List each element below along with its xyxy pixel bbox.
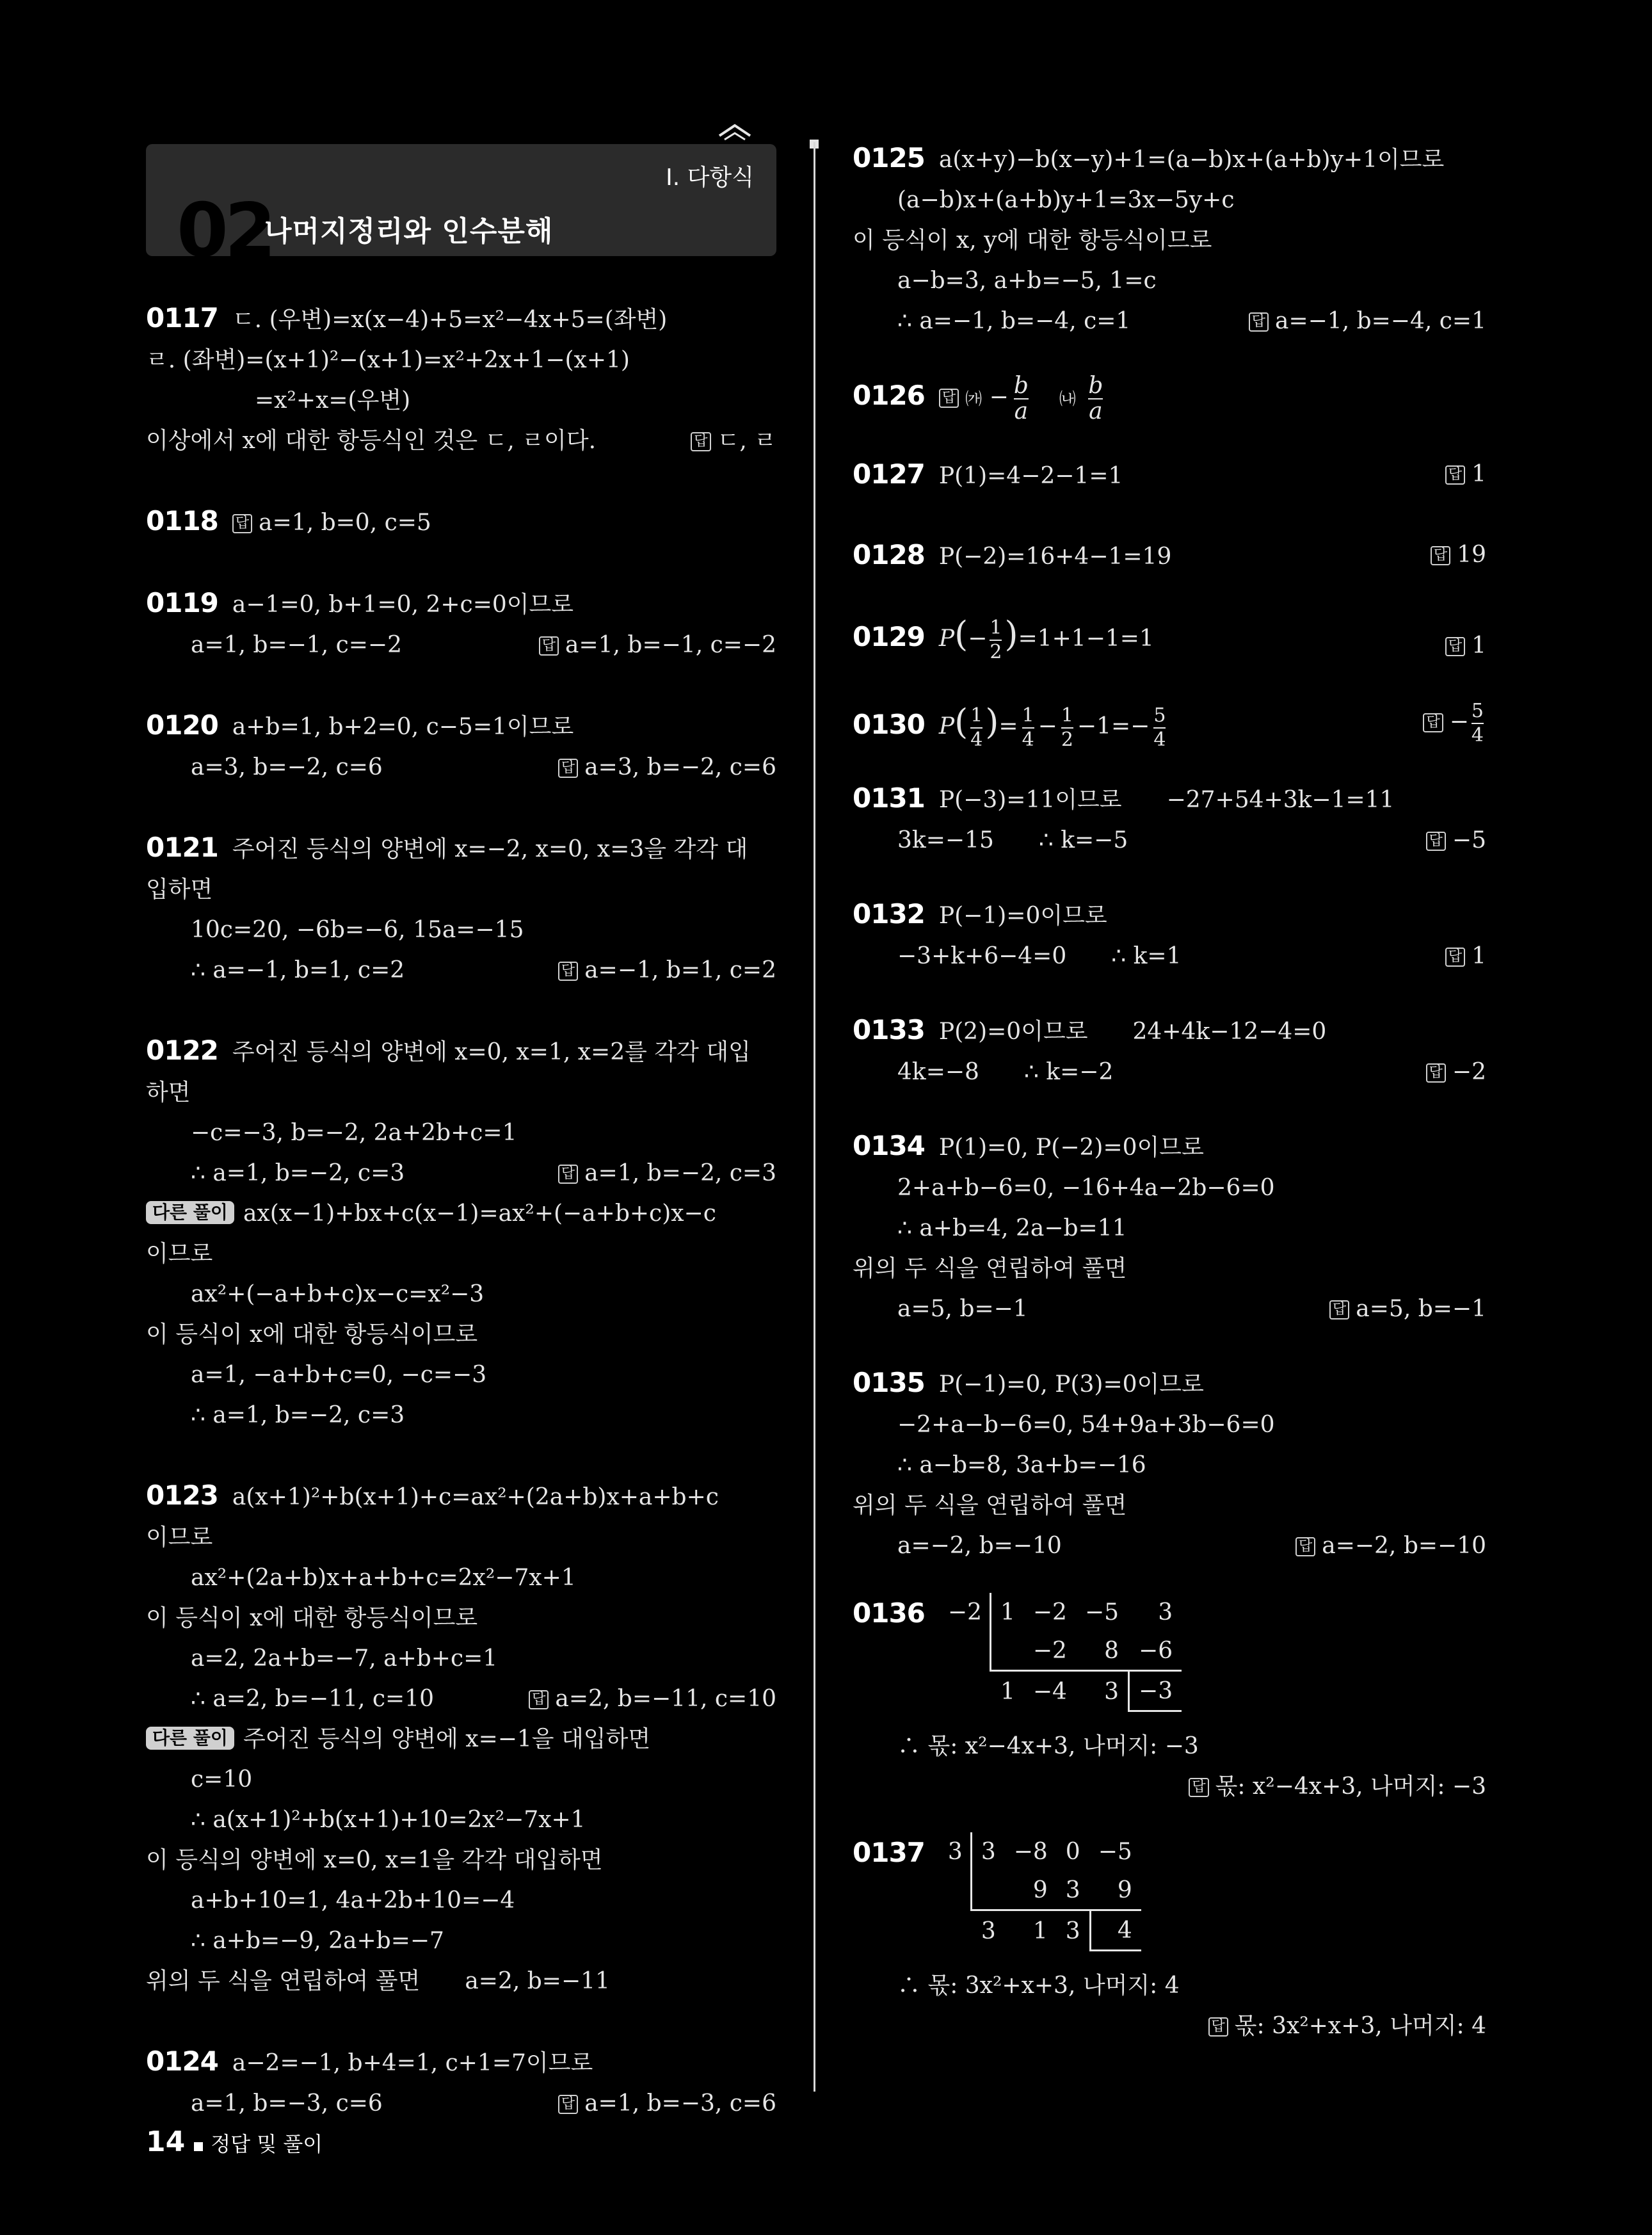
problem-number: 0133: [853, 1014, 925, 1045]
problem-number: 0136: [853, 1597, 925, 1629]
problem-number: 0126: [853, 380, 925, 411]
solution-line: 위의 두 식을 연립하여 풀면: [853, 1255, 1127, 1282]
answer-icon: 답: [1426, 832, 1446, 851]
solution-line: ax²+(−a+b+c)x−c=x²−3: [191, 1281, 485, 1307]
problem-0133: [853, 1010, 1486, 1092]
solution-line: ax²+(2a+b)x+a+b+c=2x²−7x+1: [191, 1565, 576, 1591]
solution-line: 위의 두 식을 연립하여 풀면: [146, 1968, 421, 1994]
answer-icon: 답: [539, 636, 559, 656]
answer: 답 a=2, b=−11, c=10: [529, 1679, 776, 1719]
solution-line: 이 등식이 x에 대한 항등식이므로: [146, 1605, 478, 1631]
solution-line: P(1)=4−2−1=1: [938, 463, 1123, 489]
solution-line: ∴ a=1, b=−2, c=3: [191, 1160, 405, 1186]
solution-line: a(x+1)²+b(x+1)+c=ax²+(2a+b)x+a+b+c: [232, 1484, 719, 1510]
problem-number: 0127: [853, 458, 925, 490]
solution-line: a=1, −a+b+c=0, −c=−3: [191, 1362, 487, 1388]
solution-line: P(1)=0, P(−2)=0이므로: [938, 1134, 1204, 1161]
problem-number: 0135: [853, 1367, 925, 1398]
divisor: −2: [947, 1599, 982, 1626]
problem-0121: [146, 827, 776, 990]
problem-number: 0120: [146, 709, 218, 741]
answer: 답 −2: [1426, 1052, 1486, 1092]
solution-line: 이므로: [146, 1524, 213, 1551]
problem-0134: [853, 1126, 1486, 1329]
solution-line: 2+a+b−6=0, −16+4a−2b−6=0: [897, 1175, 1275, 1201]
solution-line: c=10: [191, 1766, 253, 1793]
solution-line: ∴ a+b=−9, 2a+b=−7: [191, 1928, 444, 1954]
solution-line: ∴ a(x+1)²+b(x+1)+10=2x²−7x+1: [191, 1807, 586, 1833]
answer: 답 1: [1445, 614, 1486, 678]
left-column: [146, 298, 776, 2124]
solution-line: a=5, b=−1: [897, 1296, 1028, 1322]
chapter-title: 나머지정리와 인수분해: [264, 215, 554, 248]
problem-0132: [853, 894, 1486, 976]
problem-number: 0124: [146, 2045, 218, 2077]
answer: 답 1: [1445, 936, 1486, 976]
answer: a=1, b=0, c=5: [259, 510, 431, 536]
solution-line: 10c=20, −6b=−6, 15a=−15: [191, 917, 524, 943]
answer: 답 ㄷ, ㄹ: [691, 421, 776, 461]
chevron-up-icon: [717, 122, 753, 141]
solution-line: ∴ a=−1, b=1, c=2: [191, 957, 405, 983]
solution-line: 4k=−8: [897, 1059, 979, 1085]
answer: 답 a=5, b=−1: [1329, 1289, 1486, 1329]
answer-icon: 답: [1208, 2017, 1228, 2037]
solution-line: ∴ 몫: x²−4x+3, 나머지: −3: [897, 1733, 1199, 1759]
solution-line: a−1=0, b+1=0, 2+c=0이므로: [232, 592, 574, 618]
problem-0128: [853, 535, 1486, 577]
solution-line: a−2=−1, b+4=1, c+1=7이므로: [232, 2050, 593, 2076]
problem-0137: [853, 1832, 1486, 2046]
answer: 답 a=3, b=−2, c=6: [558, 747, 776, 787]
solution-line: 3k=−15: [897, 827, 994, 853]
answer: 답 19: [1431, 535, 1486, 575]
alt-solution-badge: 다른 풀이: [146, 1201, 234, 1224]
answer-icon: 답: [1329, 1300, 1349, 1319]
chapter-header: [146, 144, 776, 274]
problem-0117: [146, 298, 776, 461]
problem-0131: [853, 778, 1486, 860]
solution-line: ∴ a=−1, b=−4, c=1: [897, 308, 1131, 334]
answer: 답 a=1, b=−1, c=−2: [539, 625, 776, 665]
solution-line: ㄹ. (좌변)=(x+1)²−(x+1)=x²+2x+1−(x+1): [146, 347, 630, 373]
answer-icon: 답: [558, 759, 578, 778]
problem-0120: [146, 705, 776, 787]
solution-line: ∴ a−b=8, 3a+b=−16: [897, 1452, 1146, 1478]
problem-number: 0130: [853, 709, 925, 740]
solution-line: (a−b)x+(a+b)y+1=3x−5y+c: [897, 187, 1235, 213]
answer-icon: 답: [558, 1165, 578, 1184]
solution-line: ∴ 몫: 3x²+x+3, 나머지: 4: [897, 1973, 1180, 1999]
answer-icon: 답: [1445, 948, 1465, 967]
blank-label: ㈏: [1059, 390, 1076, 409]
solution-line: a−b=3, a+b=−5, 1=c: [897, 268, 1157, 294]
answer-icon: 답: [1426, 1063, 1446, 1083]
solution-line: ∴ k=1: [1111, 943, 1182, 969]
problem-number: 0119: [146, 587, 218, 618]
answer: 답 a=−2, b=−10: [1295, 1526, 1486, 1566]
answer: 답 1: [1445, 454, 1486, 494]
solution-line: ∴ k=−2: [1023, 1059, 1114, 1085]
answer: 답 a=−1, b=1, c=2: [558, 950, 776, 990]
problem-number: 0123: [146, 1480, 218, 1511]
answer-icon: 답: [232, 514, 252, 533]
solution-line: −c=−3, b=−2, 2a+2b+c=1: [191, 1120, 517, 1146]
answer-icon: 답: [1295, 1537, 1315, 1556]
solution-line: 위의 두 식을 연립하여 풀면: [853, 1492, 1127, 1519]
solution-line: P(−2)=16+4−1=19: [938, 544, 1172, 570]
solution-line: a+b+10=1, 4a+2b+10=−4: [191, 1887, 515, 1914]
solution-line: −3+k+6−4=0: [897, 943, 1067, 969]
problem-number: 0134: [853, 1130, 925, 1161]
solution-line: 이 등식이 x, y에 대한 항등식이므로: [853, 227, 1212, 254]
solution-line: P(−3)=11이므로: [938, 787, 1122, 813]
solution-line: ax(x−1)+bx+c(x−1)=ax²+(−a+b+c)x−c: [243, 1200, 716, 1227]
answer: 답 a=1, b=−3, c=6: [558, 2083, 776, 2124]
problem-number: 0122: [146, 1035, 218, 1066]
chapter-number: 02: [177, 188, 273, 274]
solution-line: −2+a−b−6=0, 54+9a+3b−6=0: [897, 1412, 1275, 1438]
solution-line: 주어진 등식의 양변에 x=−1을 대입하면: [243, 1726, 651, 1752]
solution-line: ∴ a=1, b=−2, c=3: [191, 1402, 405, 1428]
problem-0127: [853, 454, 1486, 496]
problem-0125: [853, 138, 1486, 341]
solution-line: P(−1)=0이므로: [938, 903, 1107, 929]
solution-line: 주어진 등식의 양변에 x=−2, x=0, x=3을 각각 대: [232, 836, 748, 862]
answer: 답 몫: 3x²+x+3, 나머지: 4: [1208, 2006, 1486, 2046]
problem-number: 0117: [146, 302, 218, 334]
problem-number: 0118: [146, 505, 218, 537]
problem-0130: 0130 P( $\frac{1}{4}$ )= $\frac{1}{4}$ − $\frac{1}{2}$ −1=− $\frac{5}{4}$ 답 − $\frac{5}{4}$: [853, 690, 1486, 759]
problem-number: 0132: [853, 898, 925, 930]
solution-line: ∴ a=2, b=−11, c=10: [191, 1686, 434, 1712]
solution-line: 이므로: [146, 1241, 213, 1267]
answer: 답 − $\frac{5}{4}$: [1423, 690, 1486, 754]
solution-line: ∴ k=−5: [1038, 827, 1128, 853]
answer-icon: 답: [558, 962, 578, 981]
solution-line: a(x+y)−b(x−y)+1=(a−b)x+(a+b)y+1이므로: [938, 147, 1445, 173]
problem-number: 0128: [853, 539, 925, 570]
solution-line: 이 등식이 x에 대한 항등식이므로: [146, 1321, 478, 1348]
solution-line: a=1, b=−3, c=6: [191, 2090, 383, 2117]
solution-line: 입하면: [146, 876, 213, 903]
divisor: 3: [947, 1838, 963, 1865]
answer-icon: 답: [558, 2095, 578, 2114]
answer-icon: 답: [939, 389, 959, 408]
footer-label: 정답 및 풀이: [211, 2132, 323, 2156]
chapter-part: Ⅰ. 다항식: [666, 165, 754, 191]
solution-line: P(−1)=0, P(3)=0이므로: [938, 1371, 1204, 1398]
square-bullet-icon: [194, 2142, 203, 2151]
answer-icon: 답: [1249, 312, 1269, 332]
column-divider: [814, 142, 815, 2092]
solution-line: 하면: [146, 1079, 191, 1106]
solution-line: 이 등식의 양변에 x=0, x=1을 각각 대입하면: [146, 1847, 603, 1873]
problem-number: 0121: [146, 832, 218, 863]
synthetic-division: −2 1 −2 −5 3 −2 8 −6 1 −4 3 −3: [939, 1593, 1182, 1712]
page-number: 14: [146, 2126, 186, 2158]
answer-icon: 답: [1431, 546, 1450, 565]
problem-0118: [146, 501, 776, 543]
solution-line: −27+54+3k−1=11: [1166, 787, 1395, 813]
solution-line: 주어진 등식의 양변에 x=0, x=1, x=2를 각각 대입: [232, 1039, 751, 1065]
problem-0119: [146, 583, 776, 665]
solution-line: =x²+x=(우변): [255, 387, 411, 414]
answer: 답 몫: x²−4x+3, 나머지: −3: [1189, 1766, 1486, 1807]
solution-line: a=2, b=−11: [465, 1968, 610, 1994]
answer-icon: 답: [1445, 465, 1465, 485]
problem-0124: [146, 2041, 776, 2124]
right-column: [853, 138, 1486, 2046]
page-footer: [146, 2126, 323, 2158]
alt-solution-badge: 다른 풀이: [146, 1727, 234, 1750]
problem-number: 0129: [853, 621, 925, 652]
answer-icon: 답: [1445, 637, 1465, 656]
solution-line: a+b=1, b+2=0, c−5=1이므로: [232, 714, 574, 740]
problem-0136: [853, 1593, 1486, 1807]
solution-line: ㄷ. (우변)=x(x−4)+5=x²−4x+5=(좌변): [232, 307, 668, 333]
answer-icon: 답: [691, 432, 710, 451]
answer-icon: 답: [1423, 713, 1443, 732]
answer: 답 a=−1, b=−4, c=1: [1249, 301, 1486, 341]
problem-0126: 0126 답 ㈎ − $\frac{b}{a}$ ㈏ $\frac{b}{a}$: [853, 373, 1103, 424]
problem-0122: [146, 1030, 776, 1435]
synthetic-division: 3 3 −8 0 −5 9 3 9 3 1 3 4: [939, 1832, 1141, 1951]
problem-number: 0131: [853, 782, 925, 814]
answer: 답 −5: [1426, 820, 1486, 860]
problem-0123: [146, 1475, 776, 2001]
problem-number: 0137: [853, 1837, 925, 1868]
solution-line: 24+4k−12−4=0: [1132, 1019, 1327, 1045]
problem-number: 0125: [853, 142, 925, 173]
problem-0135: [853, 1362, 1486, 1566]
problem-0129: 0129 P(− $\frac{1}{2}$ )=1+1−1=1 답 1: [853, 602, 1486, 671]
solution-line: 이상에서 x에 대한 항등식인 것은 ㄷ, ㄹ이다.: [146, 428, 597, 454]
solution-line: ∴ a+b=4, 2a−b=11: [897, 1215, 1127, 1241]
solution-line: a=2, 2a+b=−7, a+b+c=1: [191, 1645, 498, 1672]
solution-line: a=3, b=−2, c=6: [191, 754, 383, 780]
solution-line: a=−2, b=−10: [897, 1533, 1062, 1559]
answer: 답 a=1, b=−2, c=3: [558, 1153, 776, 1193]
solution-line: P(2)=0이므로: [938, 1019, 1088, 1045]
blank-label: ㈎: [965, 390, 982, 409]
answer-icon: 답: [529, 1690, 549, 1709]
answer-icon: 답: [1189, 1778, 1208, 1797]
solution-line: a=1, b=−1, c=−2: [191, 632, 402, 658]
